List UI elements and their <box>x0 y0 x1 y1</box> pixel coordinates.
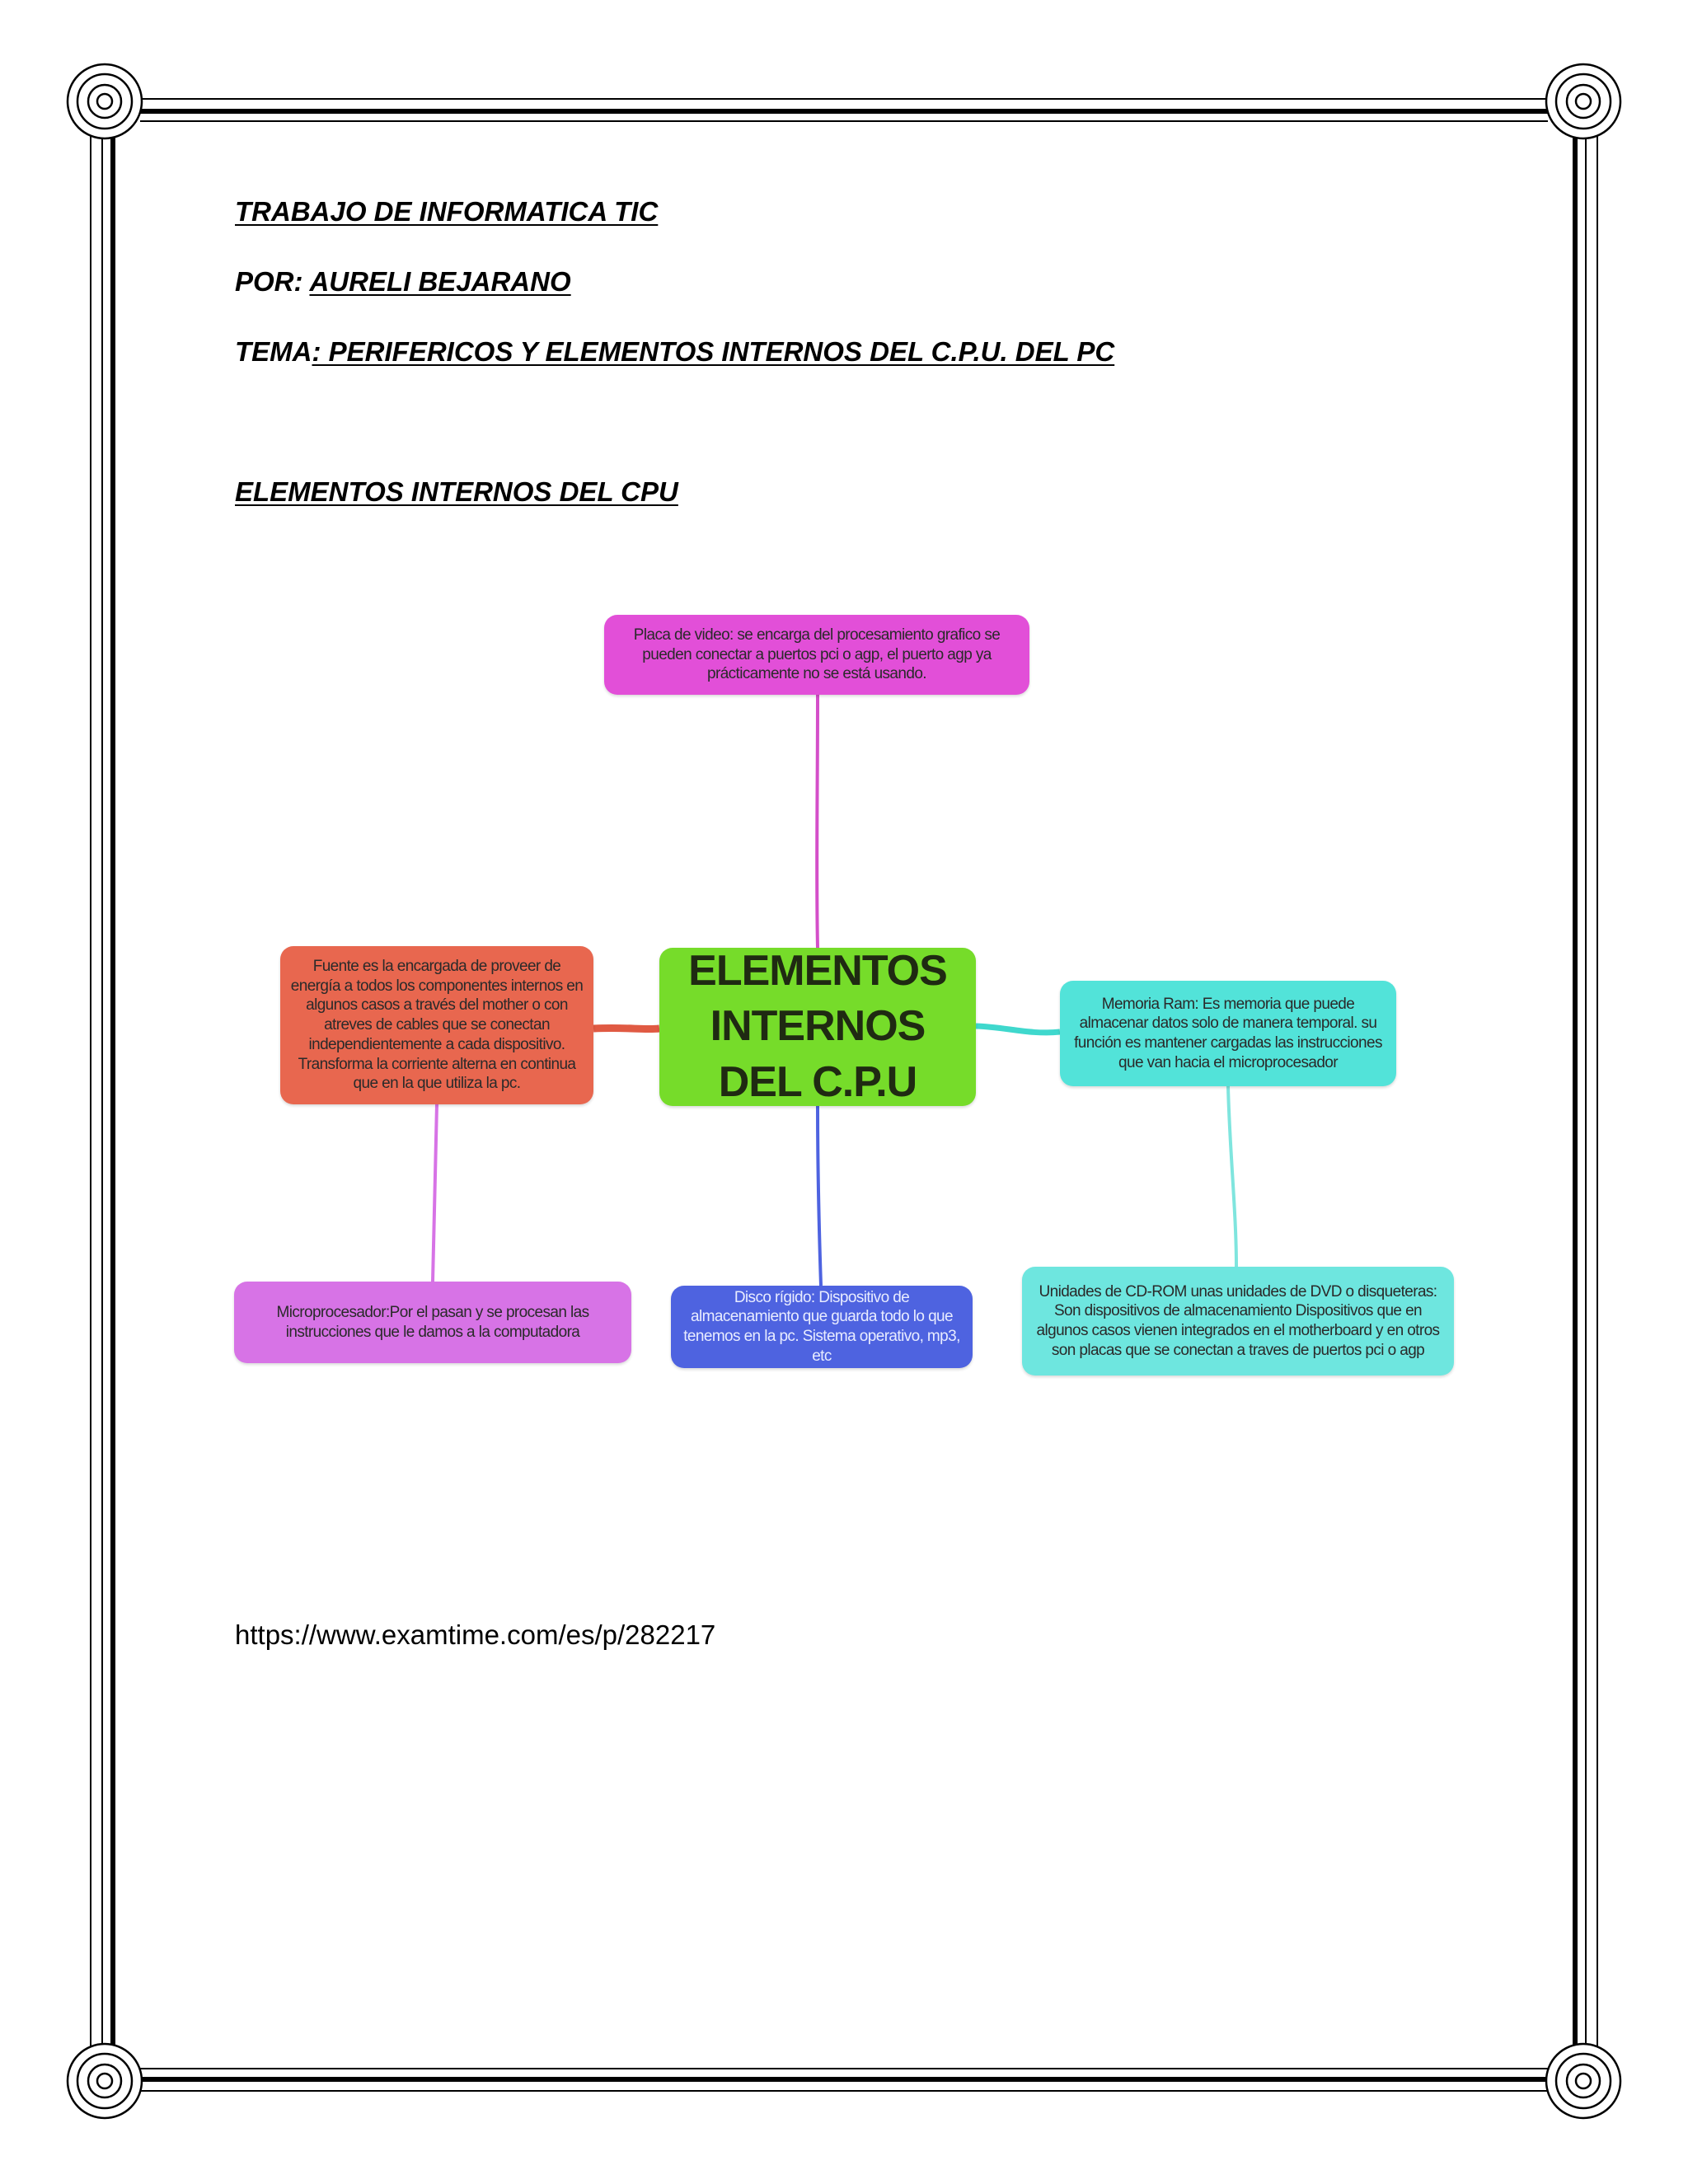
mindmap-center-node: ELEMENTOS INTERNOS DEL C.P.U <box>659 948 976 1106</box>
connector-micro <box>433 1104 437 1282</box>
mindmap-node-microprocesador: Microprocesador:Por el pasan y se procesan las instrucciones que le damos a la computadora <box>234 1282 631 1363</box>
mindmap-node-placa-video: Placa de video: se encarga del procesamiento grafico se pueden conectar a puertos pci o agp, el puerto agp ya prácticamente no se está usando. <box>604 615 1029 695</box>
section-title-text: ELEMENTOS INTERNOS DEL CPU <box>235 476 678 507</box>
author-prefix: POR: <box>235 266 310 297</box>
mindmap-node-disco-rigido: Disco rígido: Dispositivo de almacenamiento que guarda todo lo que tenemos en la pc. Sistema operativo, mp3, etc <box>671 1286 973 1368</box>
mindmap-node-fuente: Fuente es la encargada de proveer de energía a todos los componentes internos en algunos casos a través del mother o con atreves de cables que se conectan independientemente a cada dispositivo. Transforma la corriente alterna en continua que en la que utiliza la pc. <box>280 946 593 1104</box>
connector-placa <box>817 695 818 948</box>
connector-ram <box>976 1026 1060 1033</box>
source-url: https://www.examtime.com/es/p/282217 <box>235 1619 716 1650</box>
mindmap-node-memoria-ram: Memoria Ram: Es memoria que puede almacenar datos solo de manera temporal. su función es mantener cargadas las instrucciones que van hacia el microprocesador <box>1060 981 1396 1086</box>
document-title-text: TRABAJO DE INFORMATICA TIC <box>235 196 659 227</box>
connector-fuente <box>593 1028 659 1029</box>
topic-prefix: TEMA <box>235 336 312 367</box>
mindmap-node-unidades-cdrom: Unidades de CD-ROM unas unidades de DVD o disqueteras: Son dispositivos de almacenamiento Dispositivos que en algunos casos vienen integrados en el motherboard y en otros son placas que se conectan a traves de puertos pci o agp <box>1022 1267 1454 1376</box>
topic-text: : PERIFERICOS Y ELEMENTOS INTERNOS DEL C.P.U. DEL PC <box>312 336 1115 367</box>
connector-cdrom <box>1228 1086 1236 1267</box>
author-name: AURELI BEJARANO <box>309 266 571 297</box>
connector-disco <box>818 1106 821 1286</box>
